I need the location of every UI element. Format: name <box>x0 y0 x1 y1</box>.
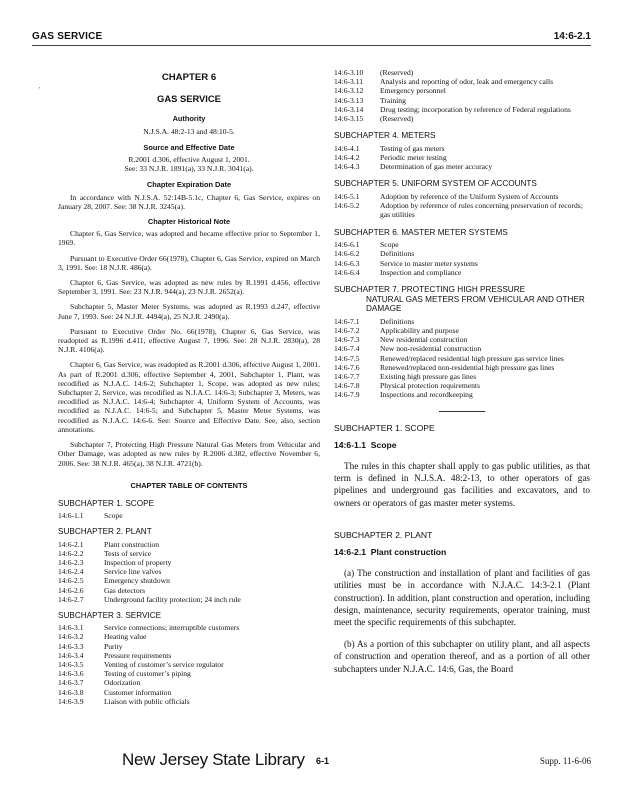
toc-entry <box>334 162 590 171</box>
toc-entry-number: 14:6-2.4 <box>58 567 84 577</box>
toc-entry <box>58 697 320 706</box>
toc-entry <box>334 268 590 277</box>
history-notes <box>58 229 320 467</box>
toc-entry-title: Training <box>380 95 406 105</box>
library-watermark: New Jersey State Library <box>122 750 305 769</box>
section-1-1-number: 14:6-1.1 <box>334 439 367 450</box>
toc-entry <box>58 595 320 604</box>
toc-entry <box>334 363 590 372</box>
toc-entry-title: Renewed/replaced non-residential high pressure gas lines <box>380 362 555 372</box>
toc-entry <box>334 144 590 153</box>
toc-entry-title: Service connections; interruptible customers <box>104 623 240 633</box>
toc-entry-number: 14:6-3.11 <box>334 77 364 87</box>
chapter-title: GAS SERVICE <box>157 93 221 105</box>
toc-entry-title: Adoption by reference of rules concerning preservation of records; gas utilities <box>380 201 583 220</box>
toc-entry <box>334 96 590 105</box>
toc-entry <box>334 77 590 86</box>
toc-entry-number: 14:6-7.2 <box>334 326 360 336</box>
toc-entry-number: 14:6-6.4 <box>334 267 360 277</box>
toc-entry-number: 14:6-7.6 <box>334 362 360 372</box>
toc-entry <box>58 660 320 669</box>
toc-entry <box>334 381 590 390</box>
toc-entry <box>58 549 320 558</box>
toc-entry-number: 14:6-3.14 <box>334 104 364 114</box>
toc-entry-number: 14:6-2.2 <box>58 548 84 558</box>
section-2-1-number: 14:6-2.1 <box>334 547 367 558</box>
toc-entry-number: 14:6-7.9 <box>334 390 360 400</box>
source-line-2: See: 33 N.J.R. 1891(a), 33 N.J.R. 3041(a). <box>124 164 254 174</box>
history-paragraph: Chapter 6, Gas Service, was adopted and became effective prior to September 1, 1969. <box>58 229 320 248</box>
toc-entry-title: Definitions <box>380 249 415 259</box>
history-paragraph: Chapter 6, Gas Service, was readopted as R.2001 d.306, effective August 1, 2001. As part of R.2001 d.306, effective September 4, 2001, Subchapter 1, Plant, was recodified as N.J.A.C. 14:6-2; Subchapter 1, Scope, was adopted as new rules; Subchapter 2, Service, was recodified as N.J.A.C. 14:6-3; Subchapter 3, Meters, was recodified as N.J.A.C. 14:6-4; Subchapter 4, Uniform System of Accounts, was recodified as N.J.A.C. 14:6-5; and Subchapter 5, Master Meter Systems, was recodified as N.J.A.C. 14:6-6. See: Source and Effective Date. See, also, section annotations. <box>58 360 320 434</box>
toc-entry <box>58 540 320 549</box>
toc-entry-number: 14:6-7.7 <box>334 372 360 382</box>
toc-entry-title: Venting of customer’s service regulator <box>104 659 224 669</box>
toc-entry-title: Service to master meter systems <box>380 258 478 268</box>
authority-text: N.J.S.A. 48:2-13 and 48:10-5. <box>143 126 235 136</box>
section-1-1-title: Scope <box>370 439 397 450</box>
section-2-1-paragraph-b: (b) As a portion of this subchapter on utility plant, and all aspects of construction and operation thereof, and as a portion of all other subchapters under N.J.A.C. 14:6, Gas, the Board <box>334 639 590 674</box>
toc-entry-title: Testing of gas meters <box>380 143 445 153</box>
toc-entry <box>58 567 320 576</box>
toc-entry <box>334 335 590 344</box>
expiration-heading: Chapter Expiration Date <box>146 180 232 190</box>
toc-entry-number: 14:6-3.6 <box>58 669 84 679</box>
toc-entry-title: Liaison with public officials <box>104 696 190 706</box>
toc-entry <box>334 249 590 258</box>
toc-entry-title: Physical protection requirements <box>380 381 480 391</box>
source-heading: Source and Effective Date <box>143 142 235 152</box>
toc-entry-title: Service line valves <box>104 567 162 577</box>
left-column <box>58 68 320 706</box>
toc-entry-number: 14:6-7.5 <box>334 353 360 363</box>
toc-entry-title: Definitions <box>380 316 415 326</box>
toc-entry-title: Inspection of property <box>104 557 172 567</box>
right-column <box>334 68 590 685</box>
toc-entry-title: Heating value <box>104 632 147 642</box>
toc-entry-title: Periodic meter testing <box>380 153 447 163</box>
toc-entry-number: 14:6-3.15 <box>334 114 364 124</box>
toc-entry-number: 14:6-2.7 <box>58 594 84 604</box>
toc-entry-title: Gas detectors <box>104 585 146 595</box>
toc-entry <box>334 192 590 201</box>
toc-entry-title: Tests of service <box>104 548 152 558</box>
toc-continued <box>334 68 590 123</box>
toc-entry-number: 14:6-2.3 <box>58 557 84 567</box>
toc-entry-title: Scope <box>104 511 123 521</box>
subchapter-7-heading-line2: NATURAL GAS METERS FROM VEHICULAR AND OTHER DAMAGE <box>366 294 585 314</box>
subchapter-7-heading-line1: SUBCHAPTER 7. PROTECTING HIGH PRESSURE <box>334 285 526 295</box>
toc-entry-title: Emergency personnel <box>380 86 446 96</box>
toc-entry-title: Purity <box>104 641 123 651</box>
toc-subchapter-heading: SUBCHAPTER 1. SCOPE <box>58 498 154 508</box>
authority-heading: Authority <box>172 114 206 124</box>
history-paragraph: Subchapter 7, Protecting High Pressure Natural Gas Meters from Vehicular and Other Damage, was adopted as new rules by R.2006 d.382, effective November 6, 2006. See: 38 N.J.R. 465(a), 38 N.J.R. 4721(b). <box>58 440 320 468</box>
toc-entry-title: (Reserved) <box>380 114 414 124</box>
section-2-1-heading <box>334 548 590 557</box>
header-rule <box>32 45 591 46</box>
toc-entry <box>334 105 590 114</box>
toc-entry <box>334 372 590 381</box>
toc-entry-number: 14:6-2.1 <box>58 539 84 549</box>
toc-entry-number: 14:6-7.4 <box>334 344 360 354</box>
toc-entry <box>334 344 590 353</box>
chapter-number: CHAPTER 6 <box>161 72 217 83</box>
history-heading: Chapter Historical Note <box>147 217 231 227</box>
toc-entry-title: Testing of customer’s piping <box>104 669 191 679</box>
history-paragraph: Chapter 6, Gas Service, was adopted as new rules by R.1991 d.456, effective September 3, 1991. See: 23 N.J.R. 944(a), 23 N.J.R. 2652(a). <box>58 278 320 297</box>
toc-entry-title: Determination of gas meter accuracy <box>380 162 493 172</box>
toc-entry-number: 14:6-3.9 <box>58 696 84 706</box>
toc-entry-number: 14:6-3.1 <box>58 623 84 633</box>
toc-entry <box>334 153 590 162</box>
toc-left <box>58 499 320 706</box>
toc-entry-number: 14:6-3.8 <box>58 687 84 697</box>
history-paragraph: Pursuant to Executive Order 66(1978), Chapter 6, Gas Service, expired on March 3, 1991. See: 18 N.J.R. 486(a). <box>58 253 320 272</box>
toc-entry-number: 14:6-4.2 <box>334 153 360 163</box>
toc-entry <box>334 240 590 249</box>
toc-entry <box>58 511 320 520</box>
subchapter-1-heading: SUBCHAPTER 1. SCOPE <box>334 422 435 433</box>
toc-entry-title: Existing high pressure gas lines <box>380 372 477 382</box>
toc-entry <box>334 86 590 95</box>
toc-entry-number: 14:6-7.8 <box>334 381 360 391</box>
toc-entry-number: 14:6-3.2 <box>58 632 84 642</box>
toc-subchapter-heading: SUBCHAPTER 6. MASTER METER SYSTEMS <box>334 227 508 237</box>
toc-subchapter-heading: SUBCHAPTER 3. SERVICE <box>58 610 162 620</box>
toc-entry-number: 14:6-5.2 <box>334 201 360 211</box>
toc-entry-number: 14:6-3.13 <box>334 95 364 105</box>
toc-entry-title: Underground facility protection; 24 inch rule <box>104 594 241 604</box>
subchapter-2-heading: SUBCHAPTER 2. PLANT <box>334 529 433 540</box>
section-2-1-paragraph-a: (a) The construction and installation of plant and facilities of gas utilities must be in accordance with N.J.A.C. 14:3-2.1 (Plant construction). In addition, plant construction and operation, including design, maintenance, security requirements, operator training, must meet the specific requirements of this subchapter. <box>334 568 590 628</box>
toc-subchapter-heading: SUBCHAPTER 2. PLANT <box>58 527 152 537</box>
section-1-1-text: The rules in this chapter shall apply to gas public utilities, as that term is defined in N.J.S.A. 48:2-13, to other operators of gas pipelines and underground gas facilities and excavators, and to owners or operators of gas master meter systems. <box>334 461 590 508</box>
toc-entry <box>58 642 320 651</box>
expiration-text: In accordance with N.J.S.A. 52:14B-5.1c, Chapter 6, Gas Service, expires on January 28, 2007. See: 38 N.J.R. 3245(a). <box>58 192 320 211</box>
margin-mark: ’ <box>38 86 41 94</box>
toc-entry-title: Emergency shutdown <box>104 576 170 586</box>
toc-entry-number: 14:6-3.12 <box>334 86 364 96</box>
toc-entry-number: 14:6-7.1 <box>334 316 360 326</box>
history-paragraph: Pursuant to Executive Order No. 66(1978), Chapter 6, Gas Service, was readopted as R.1996 d.411, effective August 7, 1996. See: 28 N.J.R. 2830(a), 28 N.J.R. 4106(a). <box>58 326 320 355</box>
toc-entry-title: Odorization <box>104 678 141 688</box>
toc-entry <box>58 678 320 687</box>
toc-subchapter-heading: SUBCHAPTER 5. UNIFORM SYSTEM OF ACCOUNTS <box>334 179 537 189</box>
toc-entry-number: 14:6-6.1 <box>334 240 360 250</box>
toc-entry-title: Plant construction <box>104 539 160 549</box>
toc-entry <box>334 390 590 399</box>
section-2-1-title: Plant construction <box>370 547 447 558</box>
toc-subchapter-heading: SUBCHAPTER 4. METERS <box>334 131 436 141</box>
toc-entry-title: Pressure requirements <box>104 650 172 660</box>
toc-entry-number: 14:6-2.6 <box>58 585 84 595</box>
subchapter-7-list <box>334 317 590 400</box>
toc-entry <box>334 201 590 219</box>
toc-entry-title: New non-residential construction <box>380 344 482 354</box>
history-paragraph: Subchapter 5, Master Meter Systems, was adopted as R.1993 d.247, effective June 7, 1993. See: 24 N.J.R. 4494(a), 25 N.J.R. 2490(a). <box>58 302 320 321</box>
toc-entry-number: 14:6-6.3 <box>334 258 360 268</box>
toc-entry-number: 14:6-3.10 <box>334 68 364 77</box>
toc-entry <box>58 688 320 697</box>
toc-entry-title: Customer information <box>104 687 172 697</box>
toc-entry <box>58 586 320 595</box>
toc-entry-title: Scope <box>380 240 399 250</box>
toc-entry <box>58 576 320 585</box>
toc-entry <box>334 354 590 363</box>
toc-entry-title: (Reserved) <box>380 68 414 77</box>
toc-entry-title: Inspections and recordkeeping <box>380 390 473 400</box>
toc-entry-number: 14:6-1.1 <box>58 511 84 521</box>
subchapter-7-heading <box>334 285 590 314</box>
section-divider <box>439 411 485 412</box>
toc-entry <box>58 632 320 641</box>
toc-entry-number: 14:6-3.4 <box>58 650 84 660</box>
toc-entry-title: Renewed/replaced residential high pressure gas service lines <box>380 353 564 363</box>
toc-title: CHAPTER TABLE OF CONTENTS <box>130 480 248 490</box>
toc-entry <box>58 651 320 660</box>
toc-entry-number: 14:6-3.5 <box>58 659 84 669</box>
toc-entry-number: 14:6-3.7 <box>58 678 84 688</box>
toc-entry <box>334 317 590 326</box>
section-1-1-heading <box>334 441 590 450</box>
toc-entry-number: 14:6-5.1 <box>334 192 360 202</box>
toc-entry <box>58 669 320 678</box>
toc-entry-number: 14:6-3.3 <box>58 641 84 651</box>
toc-entry-number: 14:6-4.1 <box>334 143 360 153</box>
toc-entry-title: New residential construction <box>380 335 468 345</box>
toc-entry <box>334 326 590 335</box>
toc-entry-number: 14:6-2.5 <box>58 576 84 586</box>
running-header-title: GAS SERVICE <box>32 31 103 42</box>
toc-entry <box>58 558 320 567</box>
toc-entry-title: Adoption by reference of the Uniform System of Accounts <box>380 192 559 202</box>
toc-entry <box>334 259 590 268</box>
toc-entry-number: 14:6-4.3 <box>334 162 360 172</box>
source-line-1: R.2001 d.306, effective August 1, 2001. <box>128 155 250 165</box>
toc-entry-title: Applicability and purpose <box>380 326 459 336</box>
toc-entry <box>58 623 320 632</box>
running-header-section: 14:6-2.1 <box>553 31 591 42</box>
toc-entry-title: Drug testing; incorporation by reference of Federal regulations <box>380 104 571 114</box>
toc-more <box>334 131 590 277</box>
toc-entry-title: Analysis and reporting of odor, leak and emergency calls <box>380 77 554 87</box>
toc-entry-number: 14:6-6.2 <box>334 249 360 259</box>
toc-entry-number: 14:6-7.3 <box>334 335 360 345</box>
toc-entry-title: Inspection and compliance <box>380 267 462 277</box>
supplement-date: Supp. 11-6-06 <box>539 756 591 766</box>
toc-entry <box>334 68 590 77</box>
page-number: 6-1 <box>316 756 330 766</box>
toc-entry <box>334 114 590 123</box>
